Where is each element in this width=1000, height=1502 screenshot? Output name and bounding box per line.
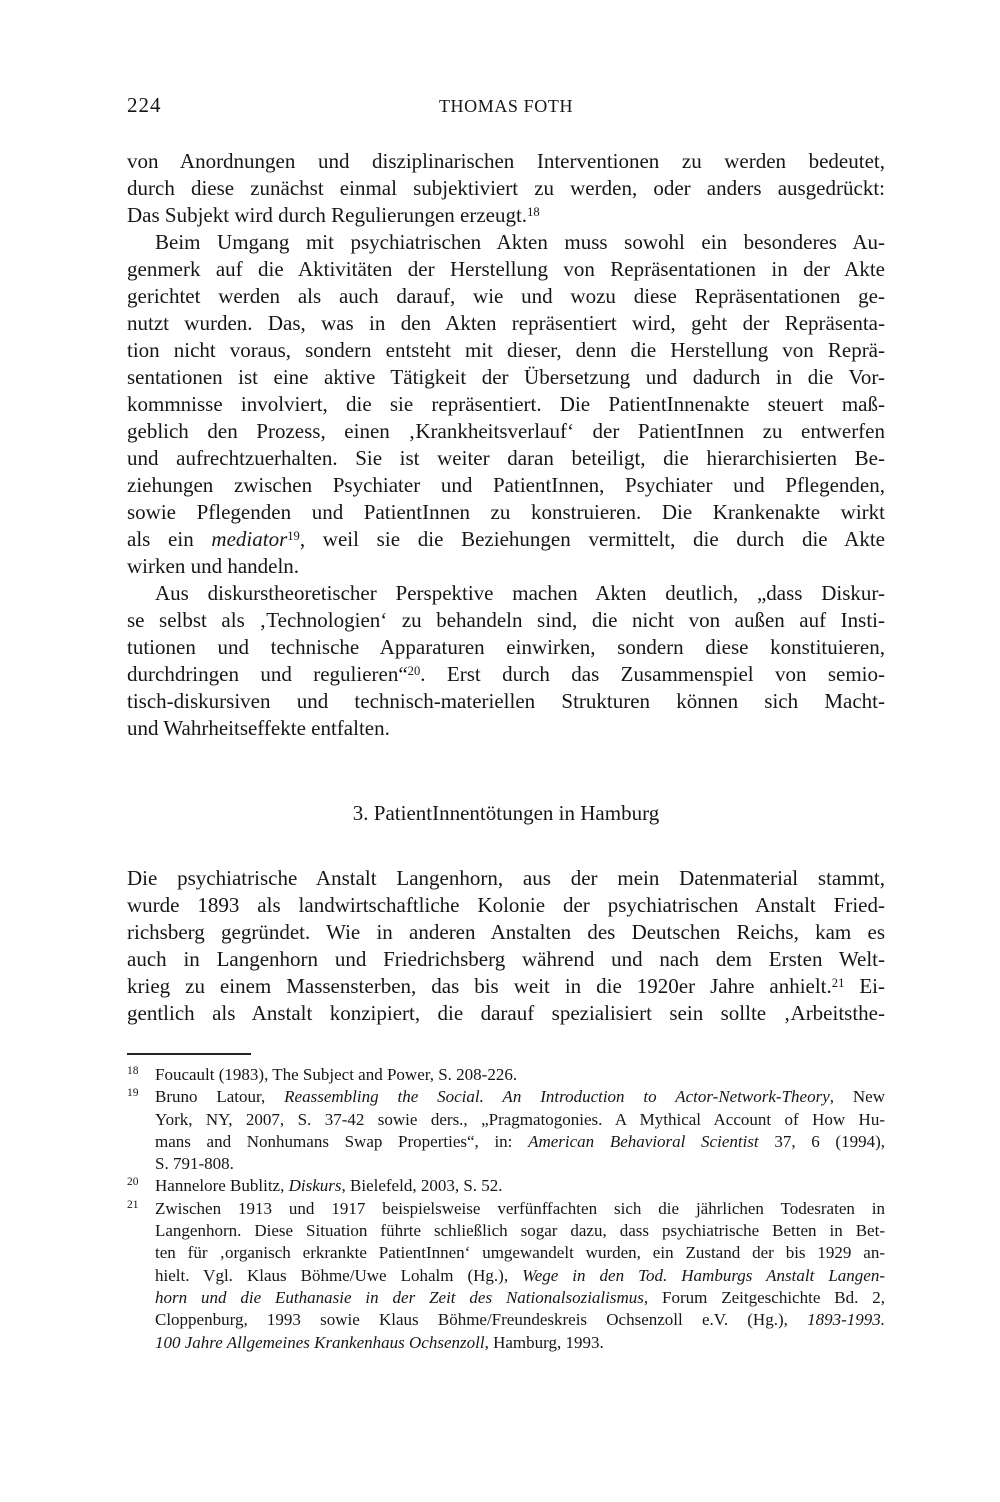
- body-blocks: [127, 148, 885, 1027]
- text-line: gerichtet werden als auch darauf, wie und wozu diese Repräsentationen ge-: [127, 284, 885, 308]
- text-line: auch in Langenhorn und Friedrichsberg während und nach dem Ersten Welt-: [127, 947, 885, 971]
- footnote-separator: [127, 1053, 251, 1055]
- text-line: durch diese zunächst einmal subjektiviert zu werden, oder anders ausgedrückt:: [127, 176, 885, 200]
- footnote-line: 100 Jahre Allgemeines Krankenhaus Ochsenzoll, Hamburg, 1993.: [155, 1332, 604, 1352]
- footnote-text: [155, 1086, 885, 1175]
- text-line: von Anordnungen und disziplinarischen Interventionen zu werden bedeutet,: [127, 149, 885, 173]
- text-line: se selbst als ‚Technologien‘ zu behandeln sind, die nicht von außen auf Insti-: [127, 608, 885, 632]
- section-heading: 3. PatientInnentötungen in Hamburg: [352, 801, 660, 825]
- page-header: [127, 93, 885, 120]
- text-line: krieg zu einem Massensterben, das bis weit in die 1920er Jahre anhielt.$^{21}$ Ei-: [127, 974, 885, 998]
- footnote-number: 20: [127, 1176, 139, 1189]
- text-line: genmerk auf die Aktivitäten der Herstellung von Repräsentationen in der Akte: [127, 257, 885, 281]
- footnote-line: York, NY, 2007, S. 37-42 sowie ders., „Pragmatogonies. A Mythical Account of How Hu-: [155, 1109, 885, 1129]
- footnote-line: S. 791-808.: [155, 1154, 234, 1174]
- footnote-number: 18: [127, 1065, 139, 1077]
- text-line: tion nicht voraus, sondern entsteht mit dieser, denn die Herstellung von Reprä-: [127, 338, 885, 362]
- text-line: sowie Pflegenden und PatientInnen zu konstruieren. Die Krankenakte wirkt: [127, 500, 885, 524]
- running-head: THOMAS FOTH: [438, 96, 574, 116]
- footnote-line: Bruno Latour, Reassembling the Social. An Introduction to Actor-Network-Theory, New: [155, 1087, 885, 1107]
- footnote-line: Langenhorn. Diese Situation führte schließlich sogar dazu, dass psychiatrische Betten in Bet-: [155, 1221, 885, 1241]
- text-line: nutzt wurden. Das, was in den Akten repräsentiert wird, geht der Repräsenta-: [127, 311, 885, 335]
- footnote-number: 19: [127, 1087, 139, 1100]
- text-line: gentlich als Anstalt konzipiert, die darauf spezialisiert sein sollte ‚Arbeitsthe-: [127, 1001, 885, 1025]
- text-line: tisch-diskursiven und technisch-materiellen Strukturen können sich Macht-: [127, 689, 885, 713]
- text-line: sentationen ist eine aktive Tätigkeit der Übersetzung und dadurch in die Vor-: [127, 365, 885, 389]
- footnote-item: [127, 1086, 885, 1175]
- footnote-text: [155, 1175, 885, 1197]
- text-line: ziehungen zwischen Psychiater und PatientInnen, Psychiater und Pflegenden,: [127, 473, 885, 497]
- footnote-line: ten für ‚organisch erkrankte PatientInnen‘ umgewandelt wurden, ein Zustand der bis 1929 an-: [155, 1243, 885, 1263]
- footnote-text: [155, 1198, 885, 1354]
- text-line: Beim Umgang mit psychiatrischen Akten muss sowohl ein besonderes Au-: [155, 230, 885, 254]
- page-number: 224: [127, 93, 162, 117]
- footnote-line: Cloppenburg, 1993 sowie Klaus Böhme/Freundeskreis Ochsenzoll e.V. (Hg.), 1893-1993.: [155, 1310, 885, 1330]
- footnotes: [127, 1064, 885, 1354]
- footnote-text: [155, 1064, 885, 1086]
- paragraph: [127, 148, 885, 229]
- paragraph: [127, 865, 885, 1027]
- footnote-number: 21: [127, 1198, 139, 1211]
- paragraph: [127, 229, 885, 580]
- text-line: tutionen und technische Apparaturen einwirken, sondern diese konstituieren,: [127, 635, 885, 659]
- text-line: geblich den Prozess, einen ‚Krankheitsverlauf‘ der PatientInnen zu entwerfen: [127, 419, 885, 443]
- paragraph: [127, 580, 885, 742]
- text-line: Das Subjekt wird durch Regulierungen erzeugt.$^{18}$: [127, 203, 540, 227]
- text-line: Aus diskurstheoretischer Perspektive machen Akten deutlich, „dass Diskur-: [155, 581, 885, 605]
- text-line: kommnisse involviert, die sie repräsentiert. Die PatientInnenakte steuert maß-: [127, 392, 885, 416]
- text-line: als ein mediator$^{19}$, weil sie die Beziehungen vermittelt, die durch die Akte: [127, 527, 885, 551]
- text-line: Die psychiatrische Anstalt Langenhorn, aus der mein Datenmaterial stammt,: [127, 866, 885, 890]
- text-line: und aufrechtzuerhalten. Sie ist weiter daran beteiligt, die hierarchisierten Be-: [127, 446, 885, 470]
- text-line: wurde 1893 als landwirtschaftliche Kolonie der psychiatrischen Anstalt Fried-: [127, 893, 885, 917]
- footnote-line: Zwischen 1913 und 1917 beispielsweise verfünffachten sich die jährlichen Todesraten in: [155, 1198, 885, 1218]
- footnote-line: horn und die Euthanasie in der Zeit des Nationalsozialismus, Forum Zeitgeschichte Bd. 2,: [155, 1287, 885, 1307]
- footnote-line: Hannelore Bublitz, Diskurs, Bielefeld, 2003, S. 52.: [155, 1176, 503, 1196]
- footnote-line: mans and Nonhumans Swap Properties“, in: American Behavioral Scientist 37, 6 (1994),: [155, 1131, 885, 1151]
- text-line: durchdringen und regulieren“$^{20}$. Erst durch das Zusammenspiel von semio-: [127, 662, 886, 686]
- footnote-line: Foucault (1983), The Subject and Power, S. 208-226.: [155, 1065, 518, 1084]
- text-block: [127, 93, 885, 1354]
- text-line: wirken und handeln.: [127, 554, 300, 578]
- footnote-item: [127, 1175, 885, 1197]
- footnote-item: [127, 1064, 885, 1086]
- text-line: und Wahrheitseffekte entfalten.: [127, 716, 390, 740]
- text-line: richsberg gegründet. Wie in anderen Anstalten des Deutschen Reichs, kam es: [127, 920, 885, 944]
- footnote-item: [127, 1198, 885, 1354]
- footnote-line: hielt. Vgl. Klaus Böhme/Uwe Lohalm (Hg.), Wege in den Tod. Hamburgs Anstalt Langen-: [155, 1265, 885, 1285]
